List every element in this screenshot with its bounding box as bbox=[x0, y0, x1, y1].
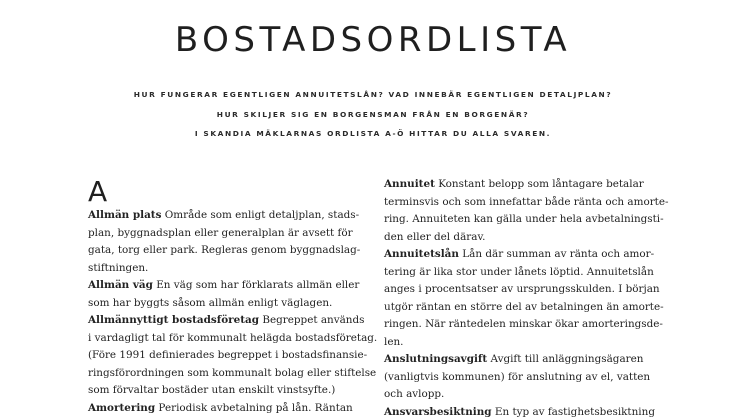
intro-line: I SKANDIA MÄKLARNAS ORDLISTA A-Ö HITTAR DU ALLA SVAREN. bbox=[194, 129, 552, 138]
entry-line bbox=[88, 207, 368, 225]
definition-text: Område som enligt detaljplan, stads- bbox=[161, 209, 360, 221]
definition-text: len. bbox=[384, 335, 404, 348]
glossary-entry bbox=[384, 176, 669, 246]
entry-line bbox=[384, 316, 664, 334]
entry-line bbox=[384, 281, 664, 299]
entry-line bbox=[88, 365, 377, 383]
entry-line bbox=[384, 246, 664, 264]
intro-line: HUR SKILJER SIG EN BORGENSMAN FRÅN EN BORGENÄR? bbox=[216, 109, 530, 119]
glossary-entry bbox=[88, 312, 378, 400]
glossary-entry bbox=[384, 351, 664, 404]
glossary-term: Annuitet bbox=[384, 178, 435, 190]
entry-line bbox=[88, 242, 368, 260]
entry-line bbox=[384, 369, 664, 387]
glossary-term: Amortering bbox=[88, 401, 156, 414]
definition-text: ringen. När räntedelen minskar ökar amorteringsde- bbox=[384, 318, 663, 330]
definition-text: En typ av fastighetsbesiktning bbox=[491, 405, 655, 418]
entry-line bbox=[384, 334, 664, 352]
entry-line bbox=[384, 299, 664, 317]
definition-text: (Före 1991 definierades begreppet i bostadsfinansie- bbox=[88, 349, 368, 361]
glossary-term: Allmännyttigt bostadsföretag bbox=[88, 314, 260, 326]
glossary-entry bbox=[384, 404, 664, 419]
entry-line bbox=[88, 400, 368, 418]
definition-text: Konstant belopp som låntagare betalar bbox=[434, 178, 644, 190]
page-title: BOSTADSORDLISTA bbox=[174, 20, 572, 60]
entry-line bbox=[384, 176, 664, 194]
entry-line bbox=[88, 277, 368, 295]
glossary-term: Ansvarsbesiktning bbox=[384, 405, 492, 418]
glossary-term: Annuitetslån bbox=[384, 248, 459, 260]
definition-text: stiftningen. bbox=[88, 261, 149, 274]
entry-line bbox=[88, 260, 368, 278]
glossary-term: Allmän väg bbox=[88, 279, 153, 291]
definition-text: anges i procentsatser av ursprungsskulden. I början bbox=[384, 283, 660, 295]
definition-text: som förvaltar bostäder utan enskilt vinstsyfte.) bbox=[88, 384, 336, 396]
intro-text bbox=[0, 85, 746, 144]
glossary-entry bbox=[88, 207, 368, 277]
definition-text: utgör räntan en större del av betalningen än amorte- bbox=[384, 300, 664, 313]
entry-line bbox=[88, 347, 368, 365]
section-letter: A bbox=[88, 175, 108, 208]
glossary-column-right bbox=[384, 176, 669, 419]
entry-line bbox=[88, 382, 368, 400]
entry-line bbox=[384, 194, 669, 212]
definition-text: Periodisk avbetalning på lån. Räntan bbox=[155, 401, 353, 414]
definition-text: plan, byggnadsplan eller generalplan är avsett för bbox=[88, 226, 353, 239]
definition-text: Lån där summan av ränta och amor- bbox=[458, 248, 655, 260]
entry-line bbox=[384, 404, 664, 419]
entry-line bbox=[384, 211, 664, 229]
definition-text: Avgift till anläggningsägaren bbox=[487, 353, 644, 365]
definition-text: den eller del därav. bbox=[384, 230, 486, 243]
glossary-entry bbox=[88, 400, 368, 418]
definition-text: terminsvis och som innefattar både ränta och amorte- bbox=[384, 195, 669, 208]
entry-line bbox=[384, 229, 664, 247]
definition-text: i vardagligt tal för kommunalt helägda bostadsföretag. bbox=[88, 331, 378, 344]
glossary-term: Anslutningsavgift bbox=[384, 353, 488, 365]
definition-text: gata, torg eller park. Regleras genom byggnadslag- bbox=[88, 244, 361, 256]
definition-text: ringsförordningen som kommunalt bolag eller stiftelse bbox=[88, 366, 377, 379]
definition-text: Begreppet används bbox=[259, 314, 365, 326]
glossary-entry bbox=[88, 277, 368, 312]
glossary-term: Allmän plats bbox=[88, 209, 162, 221]
entry-line bbox=[88, 312, 368, 330]
entry-line bbox=[384, 264, 664, 282]
glossary-column-left bbox=[88, 207, 378, 417]
definition-text: En väg som har förklarats allmän eller bbox=[152, 279, 360, 291]
definition-text: tering är lika stor under lånets löptid. Annuitetslån bbox=[384, 265, 654, 278]
definition-text: (vanligtvis kommunen) för anslutning av el, vatten bbox=[384, 370, 651, 383]
entry-line bbox=[384, 386, 664, 404]
entry-line bbox=[384, 351, 664, 369]
definition-text: som har byggts såsom allmän enligt väglagen. bbox=[88, 296, 333, 309]
entry-line bbox=[88, 330, 378, 348]
glossary-entry bbox=[384, 246, 664, 351]
intro-line: HUR FUNGERAR EGENTLIGEN ANNUITETSLÅN? VAD INNEBÄR EGENTLIGEN DETALJPLAN? bbox=[133, 90, 613, 99]
entry-line bbox=[88, 295, 368, 313]
definition-text: ring. Annuiteten kan gälla under hela avbetalningsti- bbox=[384, 213, 664, 225]
definition-text: och avlopp. bbox=[384, 388, 445, 400]
entry-line bbox=[88, 225, 368, 243]
